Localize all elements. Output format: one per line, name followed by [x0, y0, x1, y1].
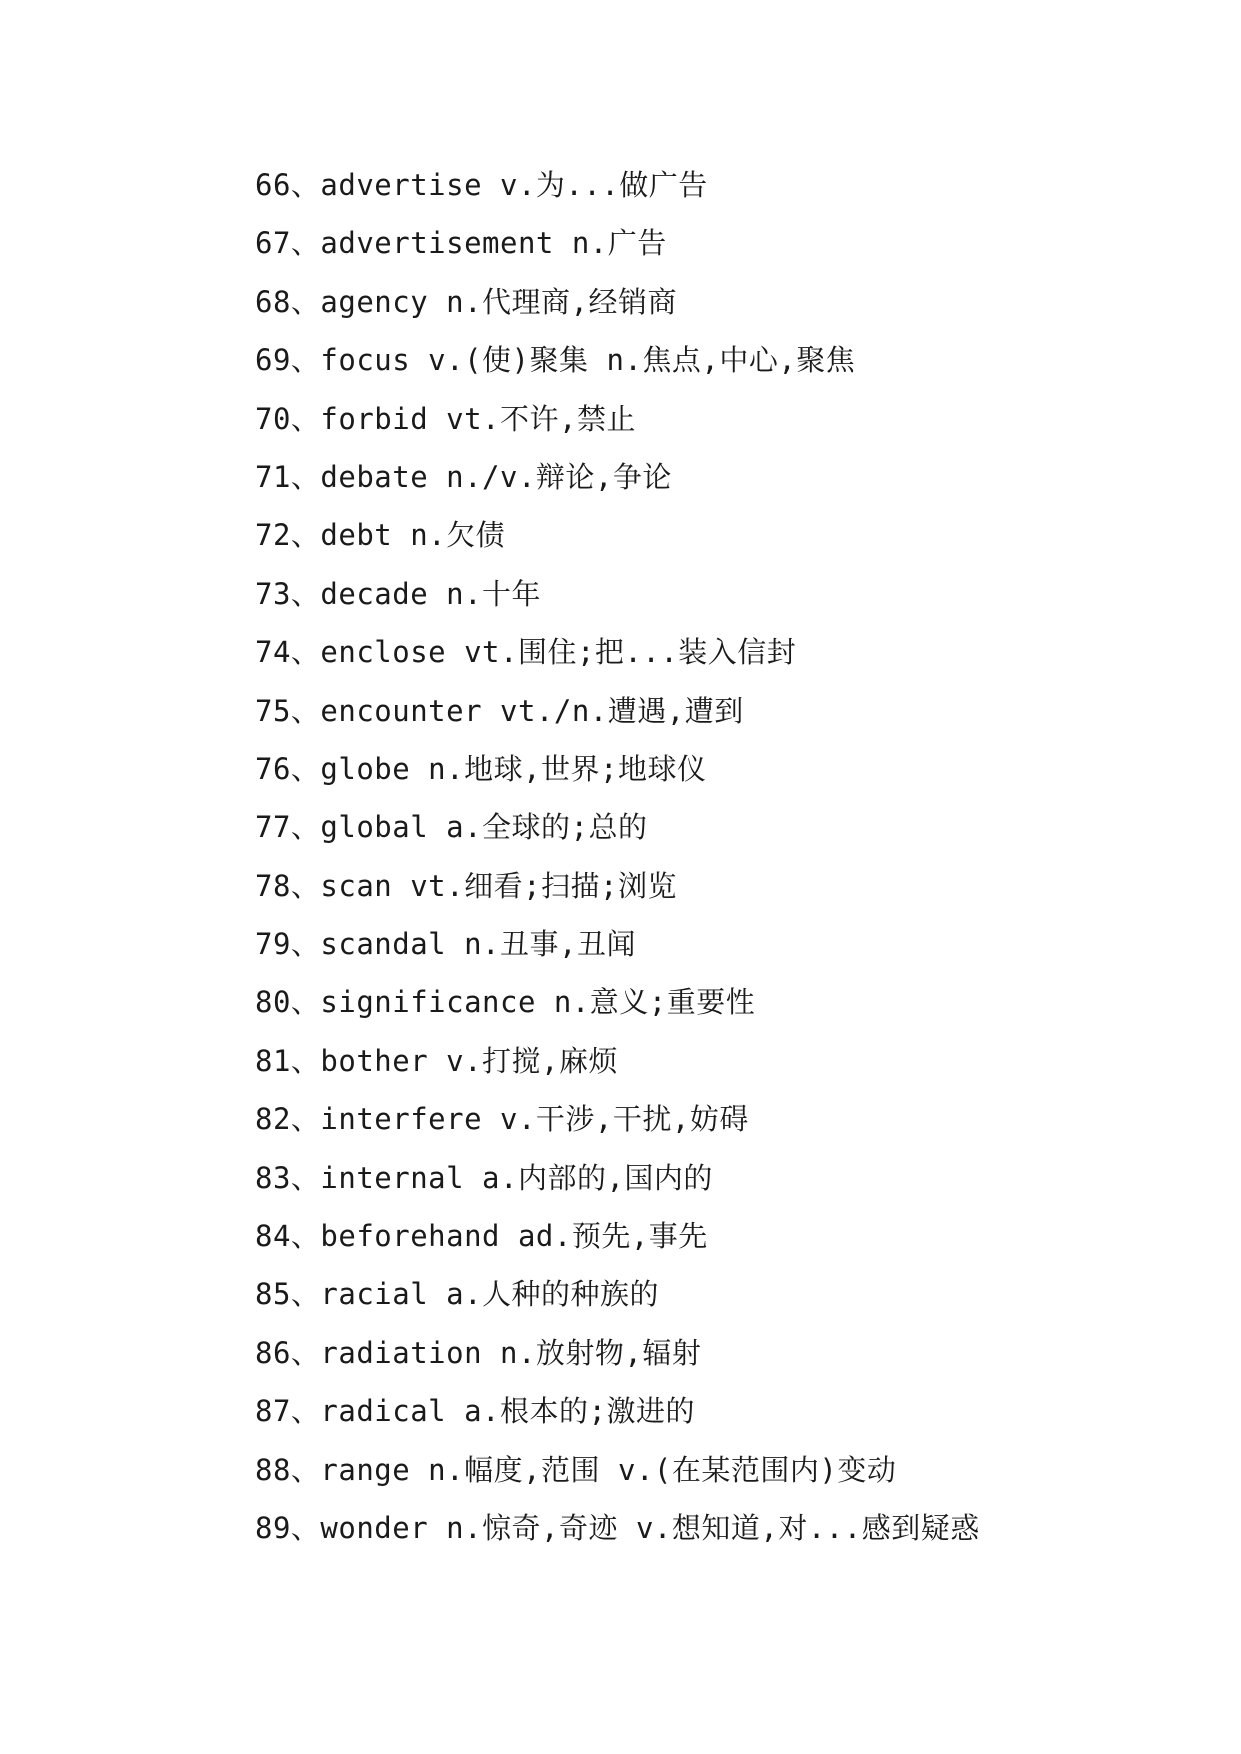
vocab-item-82: 82、interfere v.干涉,干扰,妨碍	[255, 1102, 749, 1137]
vocab-item-69: 69、focus v.(使)聚集 n.焦点,中心,聚焦	[255, 343, 856, 378]
vocab-item-78: 78、scan vt.细看;扫描;浏览	[255, 868, 678, 903]
vocab-item-87: 87、radical a.根本的;激进的	[255, 1394, 695, 1429]
vocab-item-85: 85、racial a.人种的种族的	[255, 1277, 660, 1312]
vocab-item-74: 74、enclose vt.围住;把...装入信封	[255, 635, 797, 670]
vocab-item-79: 79、scandal n.丑事,丑闻	[255, 927, 636, 962]
vocab-item-89: 89、wonder n.惊奇,奇迹 v.想知道,对...感到疑惑	[255, 1510, 980, 1545]
vocab-item-83: 83、internal a.内部的,国内的	[255, 1160, 713, 1195]
vocab-item-66: 66、advertise v.为...做广告	[255, 168, 708, 202]
vocab-item-81: 81、bother v.打搅,麻烦	[255, 1043, 619, 1078]
vocab-item-86: 86、radiation n.放射物,辐射	[255, 1335, 702, 1370]
vocab-item-71: 71、debate n./v.辩论,争论	[255, 459, 672, 494]
vocabulary-list	[255, 156, 980, 1557]
vocab-item-75: 75、encounter vt./n.遭遇,遭到	[255, 693, 744, 728]
vocab-item-88: 88、range n.幅度,范围 v.(在某范围内)变动	[255, 1452, 897, 1487]
vocab-item-70: 70、forbid vt.不许,禁止	[255, 401, 636, 436]
vocab-item-76: 76、globe n.地球,世界;地球仪	[255, 751, 707, 786]
vocab-item-67: 67、advertisement n.广告	[255, 226, 667, 261]
vocab-item-72: 72、debt n.欠债	[255, 518, 506, 553]
vocab-item-73: 73、decade n.十年	[255, 576, 542, 611]
vocab-item-68: 68、agency n.代理商,经销商	[255, 284, 678, 319]
vocab-item-77: 77、global a.全球的;总的	[255, 810, 648, 845]
vocab-item-84: 84、beforehand ad.预先,事先	[255, 1219, 708, 1254]
vocab-item-80: 80、significance n.意义;重要性	[255, 985, 756, 1020]
